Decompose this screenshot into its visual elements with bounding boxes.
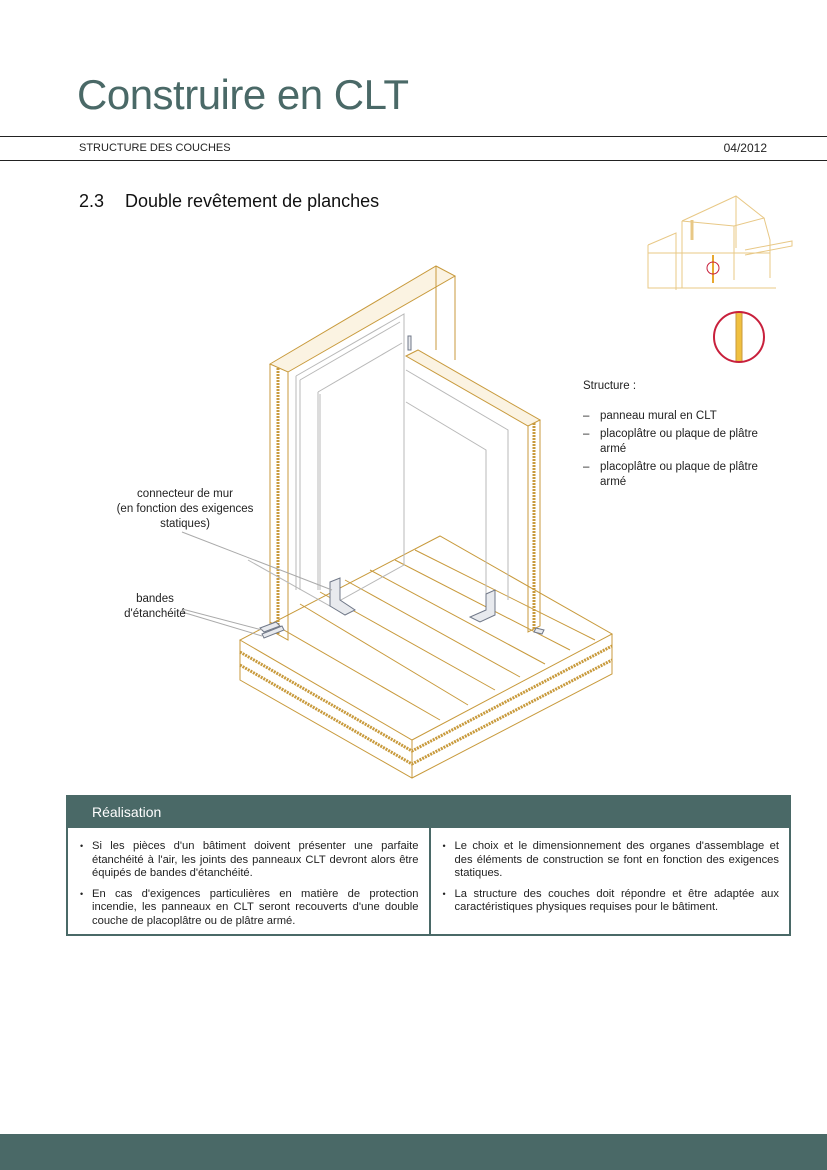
legend-item: – panneau mural en CLT <box>583 410 717 422</box>
realisation-item-text: En cas d'exigences particulières en matière de protection incendie, les panneaux en CLT seront recouverts d'une double couche de placoplâtre ou de plâtre armé. <box>92 887 419 927</box>
house-thumbnail <box>648 196 792 290</box>
realisation-left-column <box>68 828 429 936</box>
section-title: Double revêtement de planches <box>125 191 380 211</box>
connector-callout-line: connecteur de mur <box>137 488 233 500</box>
bands-callout <box>120 592 190 622</box>
connector-callout <box>100 487 270 532</box>
connector-callout-line: (en fonction des exigences <box>116 503 254 515</box>
realisation-item <box>443 888 780 915</box>
section-number: 2.3 <box>79 191 105 211</box>
realisation-item <box>80 888 419 929</box>
detail-marker-icon <box>714 312 764 362</box>
page-title: Construire en CLT <box>77 71 409 118</box>
subheader: STRUCTURE DES COUCHES <box>79 142 231 154</box>
legend-item-text: placoplâtre ou plaque de plâtre armé <box>600 461 758 488</box>
connector-callout-line: statiques) <box>160 518 210 530</box>
legend-item-text: panneau mural en CLT <box>600 410 717 422</box>
realisation-right-column <box>429 828 790 936</box>
realisation-item-text: La structure des couches doit répondre et être adaptée aux caractéristiques physiques requises pour le bâtiment. <box>454 887 779 913</box>
bands-callout-line: bandes <box>136 593 174 605</box>
bullet-icon: • <box>80 841 84 851</box>
legend-item: – placoplâtre ou plaque de plâtre armé <box>583 428 758 455</box>
realisation-box <box>66 795 791 936</box>
footer-bar <box>0 1134 827 1170</box>
bullet-icon: • <box>442 888 446 899</box>
realisation-heading: Réalisation <box>68 797 789 828</box>
bullet-icon: • <box>442 841 446 851</box>
realisation-item-text: Le choix et le dimensionnement des organes d'assemblage et des éléments de construction se font en fonction des exigences statiques. <box>454 840 779 879</box>
legend-item: – placoplâtre ou plaque de plâtre armé <box>583 461 758 488</box>
date: 04/2012 <box>723 141 767 155</box>
realisation-item <box>443 840 780 881</box>
legend-heading: Structure : <box>583 380 637 392</box>
structure-legend <box>583 379 783 493</box>
bands-callout-line: d'étanchéité <box>124 608 186 620</box>
legend-item-text: placoplâtre ou plaque de plâtre armé <box>600 428 758 455</box>
realisation-item <box>80 840 419 881</box>
realisation-item-text: Si les pièces d'un bâtiment doivent présenter une parfaite étanchéité à l'air, les joints des panneaux CLT devront alors être équipés de bandes d'étanchéité. <box>92 840 419 879</box>
bullet-icon: • <box>80 888 84 899</box>
